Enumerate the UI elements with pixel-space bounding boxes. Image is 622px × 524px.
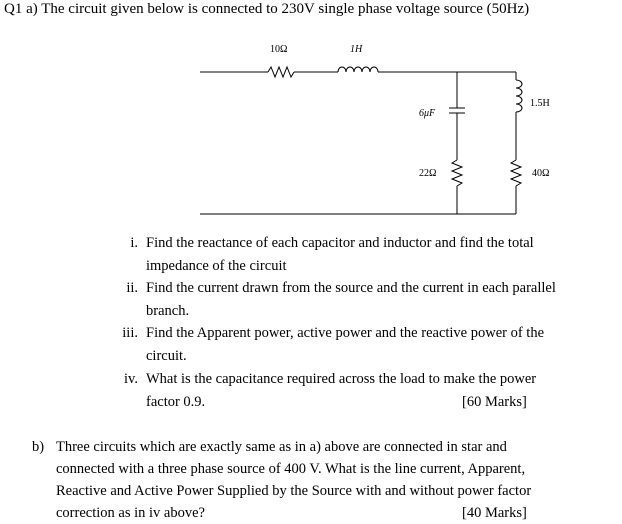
inductor-1h xyxy=(338,67,378,72)
part-ii-number: ii. xyxy=(126,280,138,296)
part-i-number: i. xyxy=(130,235,138,251)
question-title: Q1 a) The circuit given below is connected to 230V single phase voltage source (50Hz) xyxy=(4,1,530,17)
part-iii-number: iii. xyxy=(122,325,138,341)
part-b-line2: connected with a three phase source of 400 V. What is the line current, Apparent, xyxy=(56,461,526,477)
capacitor-6uf xyxy=(449,108,465,113)
label-6uf: 6μF xyxy=(419,108,436,119)
part-b xyxy=(0,436,622,522)
part-i-line1: Find the reactance of each capacitor and inductor and find the total xyxy=(146,235,534,251)
label-1h: 1H xyxy=(350,44,363,55)
resistor-22-ohm xyxy=(452,160,462,186)
part-iv-number: iv. xyxy=(124,371,138,387)
inductor-1-5h xyxy=(516,80,522,112)
part-ii-line2: branch. xyxy=(146,303,190,319)
part-iv-line2: factor 0.9. xyxy=(146,394,206,410)
part-ii-line1: Find the current drawn from the source and the current in each parallel xyxy=(146,280,556,296)
part-b-line3: Reactive and Active Power Supplied by the Source with and without power factor xyxy=(56,483,532,499)
label-10-ohm: 10Ω xyxy=(270,44,288,55)
part-iv-line1: What is the capacitance required across the load to make the power xyxy=(146,371,537,387)
part-b-label: b) xyxy=(32,439,45,455)
resistor-40-ohm xyxy=(511,160,521,186)
part-i-line2: impedance of the circuit xyxy=(146,258,287,274)
part-b-line1: Three circuits which are exactly same as in a) above are connected in star and xyxy=(56,439,507,455)
marks-part-b: [40 Marks] xyxy=(462,505,527,521)
part-iv xyxy=(0,368,622,412)
label-40-ohm: 40Ω xyxy=(532,168,550,179)
part-iii-line2: circuit. xyxy=(146,348,187,364)
part-iii xyxy=(0,322,622,366)
circuit-diagram xyxy=(0,0,622,230)
resistor-10-ohm xyxy=(268,67,294,77)
part-iii-line1: Find the Apparent power, active power and the reactive power of the xyxy=(146,325,545,341)
part-i xyxy=(0,232,622,276)
part-ii xyxy=(0,277,622,321)
label-1-5h: 1.5H xyxy=(530,98,550,109)
part-b-line4: correction as in iv above? xyxy=(56,505,205,521)
label-22-ohm: 22Ω xyxy=(419,168,437,179)
marks-part-a: [60 Marks] xyxy=(462,394,527,410)
